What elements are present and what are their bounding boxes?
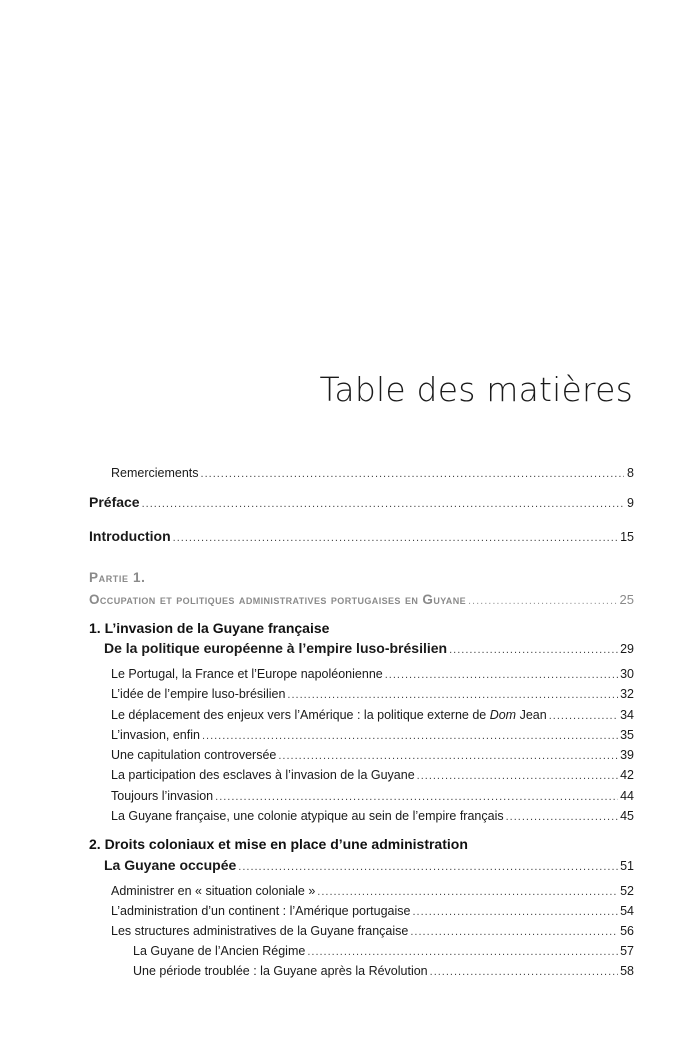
leader-dots <box>506 809 618 825</box>
toc-entry-page: 35 <box>620 728 634 742</box>
toc-entry[interactable] <box>111 767 634 784</box>
toc-entry-part1[interactable] <box>89 592 634 609</box>
leader-dots <box>549 708 618 724</box>
toc-entry[interactable] <box>111 923 634 940</box>
toc-entry-page: 30 <box>620 667 634 681</box>
toc-entry-label: Les structures administratives de la Guyane française <box>111 924 409 938</box>
toc-entry[interactable] <box>111 747 634 764</box>
toc-entry-label: Une capitulation controversée <box>111 748 277 762</box>
toc-entry-page: 44 <box>620 789 634 803</box>
toc-entry-introduction[interactable] <box>89 528 634 546</box>
toc-entry[interactable] <box>111 666 634 683</box>
leader-dots <box>385 667 618 683</box>
label-text: Jean <box>516 708 547 722</box>
toc-entry-chapter1[interactable] <box>104 640 634 658</box>
toc-entry-label: Une période troublée : la Guyane après la Révolution <box>133 964 428 978</box>
chapter-heading: 1. L’invasion de la Guyane française <box>89 620 330 636</box>
leader-dots <box>412 904 618 920</box>
toc-entry[interactable] <box>111 707 634 724</box>
toc-entry-chapter2[interactable] <box>104 857 634 875</box>
toc-entry-page: 29 <box>620 642 634 656</box>
leader-dots <box>317 884 618 900</box>
toc-entry-preface[interactable] <box>89 494 634 512</box>
toc-entry-label: Administrer en « situation coloniale » <box>111 884 316 898</box>
toc-entry-page: 8 <box>627 466 634 480</box>
toc-entry-page: 15 <box>620 530 634 544</box>
toc-entry-page: 54 <box>620 904 634 918</box>
leader-dots <box>215 789 618 805</box>
leader-dots <box>173 530 618 546</box>
toc-entry-page: 58 <box>620 964 634 978</box>
toc-entry-label: Le Portugal, la France et l’Europe napoléonienne <box>111 667 383 681</box>
toc-entry-label: L’invasion, enfin <box>111 728 200 742</box>
leader-dots <box>238 859 618 875</box>
toc-entry-page: 39 <box>620 748 634 762</box>
part-label: Partie 1. <box>89 570 146 585</box>
toc-entry-page: 52 <box>620 884 634 898</box>
toc-entry-page: 57 <box>620 944 634 958</box>
toc-entry-page: 42 <box>620 768 634 782</box>
toc-entry-page: 9 <box>627 496 634 510</box>
chapter-heading: 2. Droits coloniaux et mise en place d’une administration <box>89 836 468 852</box>
toc-entry-label: La participation des esclaves à l’invasion de la Guyane <box>111 768 415 782</box>
leader-dots <box>278 748 618 764</box>
label-text: Le déplacement des enjeux vers l’Amérique : la politique externe de <box>111 708 490 722</box>
leader-dots <box>142 496 624 512</box>
toc-entry-label: La Guyane de l’Ancien Régime <box>133 944 306 958</box>
toc-entry[interactable] <box>111 727 634 744</box>
toc-entry-page: 25 <box>619 592 634 607</box>
leader-dots <box>410 924 618 940</box>
leader-dots <box>201 466 624 482</box>
toc-entry-page: 56 <box>620 924 634 938</box>
toc-entry[interactable] <box>133 963 634 980</box>
leader-dots <box>202 728 618 744</box>
toc-entry[interactable] <box>111 883 634 900</box>
chapter-subtitle: De la politique européenne à l’empire luso-brésilien <box>104 640 448 656</box>
toc-entry[interactable] <box>111 903 634 920</box>
toc-entry[interactable] <box>111 808 634 825</box>
leader-dots <box>287 687 618 703</box>
toc-entry-label: L’idée de l’empire luso-brésilien <box>111 687 286 701</box>
toc-entry[interactable] <box>111 686 634 703</box>
toc-entry-label: Préface <box>89 494 140 510</box>
leader-dots <box>430 964 618 980</box>
part-title: Occupation et politiques administratives portugaises en Guyane <box>89 592 466 607</box>
toc-entry-remerciements[interactable] <box>111 465 634 482</box>
toc-entry-page: 32 <box>620 687 634 701</box>
toc-entry[interactable] <box>111 788 634 805</box>
toc-entry[interactable] <box>133 943 634 960</box>
leader-dots <box>417 768 618 784</box>
toc-entry-label <box>111 707 547 723</box>
toc-entry-page: 51 <box>620 859 634 873</box>
page-title: Table des matières <box>319 370 633 409</box>
toc-entry-label: L’administration d’un continent : l’Amérique portugaise <box>111 904 411 918</box>
leader-dots <box>468 593 618 609</box>
chapter-subtitle: La Guyane occupée <box>104 857 237 873</box>
toc-entry-label: La Guyane française, une colonie atypique au sein de l’empire français <box>111 809 504 823</box>
leader-dots <box>307 944 618 960</box>
toc-entry-label: Toujours l’invasion <box>111 789 214 803</box>
toc-entry-label: Remerciements <box>111 466 199 480</box>
leader-dots <box>449 642 618 658</box>
toc-entry-label: Introduction <box>89 528 171 544</box>
label-italic: Dom <box>489 708 517 722</box>
toc-entry-page: 45 <box>620 809 634 823</box>
toc-entry-page: 34 <box>620 708 634 722</box>
